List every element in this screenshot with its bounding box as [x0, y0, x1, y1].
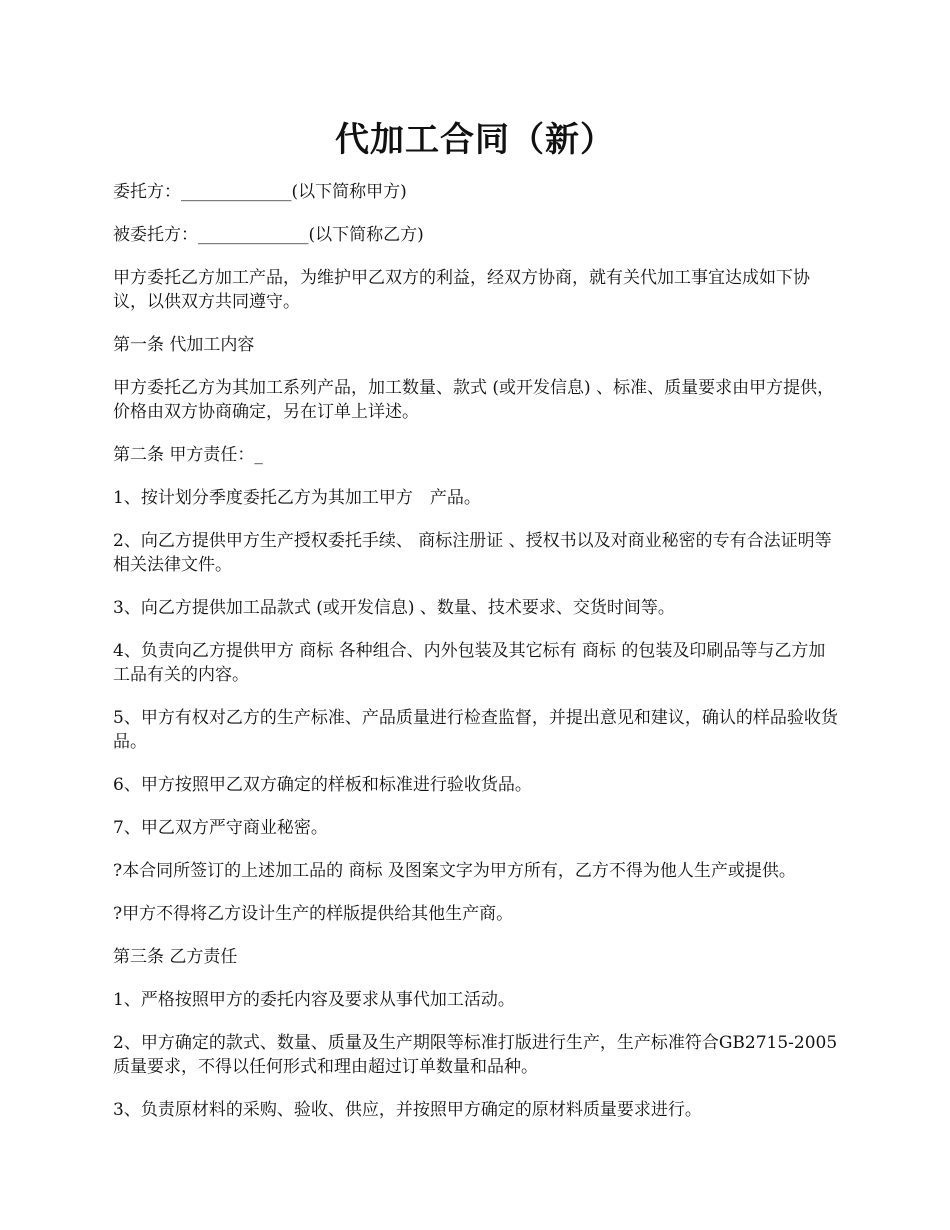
article-3-heading: 第三条 乙方责任: [113, 947, 238, 967]
article-1-text: 甲方委托乙方为其加工系列产品，加工数量、款式 (或开发信息) 、标准、质量要求由甲方提供，价格由双方协商确定，另在订单上详述。: [113, 378, 835, 422]
client-party-line: 委托方：_____________(以下简称甲方): [113, 182, 407, 202]
article-2-item-6: 6、甲方按照甲乙双方确定的样板和标准进行验收货品。: [113, 775, 532, 795]
contractor-party-line: 被委托方：_____________(以下简称乙方): [113, 225, 424, 245]
article-3-item-1: 1、严格按照甲方的委托内容及要求从事代加工活动。: [113, 990, 515, 1010]
article-2-item-7: 7、甲乙双方严守商业秘密。: [113, 818, 328, 838]
article-2-note-2: ?甲方不得将乙方设计生产的样版提供给其他生产商。: [113, 904, 514, 924]
article-2-item-2: 2、向乙方提供甲方生产授权委托手续、 商标注册证 、授权书以及对商业秘密的专有合法证明等相关法律文件。: [113, 531, 832, 575]
article-2-item-5: 5、甲方有权对乙方的生产标准、产品质量进行检查监督，并提出意见和建议，确认的样品验收货品。: [113, 708, 838, 752]
article-2-note-1: ?本合同所签订的上述加工品的 商标 及图案文字为甲方所有，乙方不得为他人生产或提供。: [113, 861, 796, 881]
article-2-item-3: 3、向乙方提供加工品款式 (或开发信息) 、数量、技术要求、交货时间等。: [113, 598, 675, 618]
article-2-heading: 第二条 甲方责任：_: [113, 445, 263, 465]
article-3-item-3: 3、负责原材料的采购、验收、供应，并按照甲方确定的原材料质量要求进行。: [113, 1100, 702, 1120]
document-body: [113, 180, 838, 1141]
article-2-item-4: 4、负责向乙方提供甲方 商标 各种组合、内外包装及其它标有 商标 的包装及印刷品等与乙方加工品有关的内容。: [113, 641, 826, 685]
article-3-item-2: 2、甲方确定的款式、数量、质量及生产期限等标准打版进行生产，生产标准符合GB2715-2005 质量要求，不得以任何形式和理由超过订单数量和品种。: [113, 1033, 838, 1077]
document-title: 代加工合同（新）: [335, 120, 615, 160]
article-1-heading: 第一条 代加工内容: [113, 335, 255, 355]
article-2-item-1: 1、按计划分季度委托乙方为其加工甲方 产品。: [113, 488, 481, 508]
preamble-paragraph: 甲方委托乙方加工产品，为维护甲乙双方的利益，经双方协商，就有关代加工事宜达成如下协议，以供双方共同遵守。: [113, 268, 810, 312]
